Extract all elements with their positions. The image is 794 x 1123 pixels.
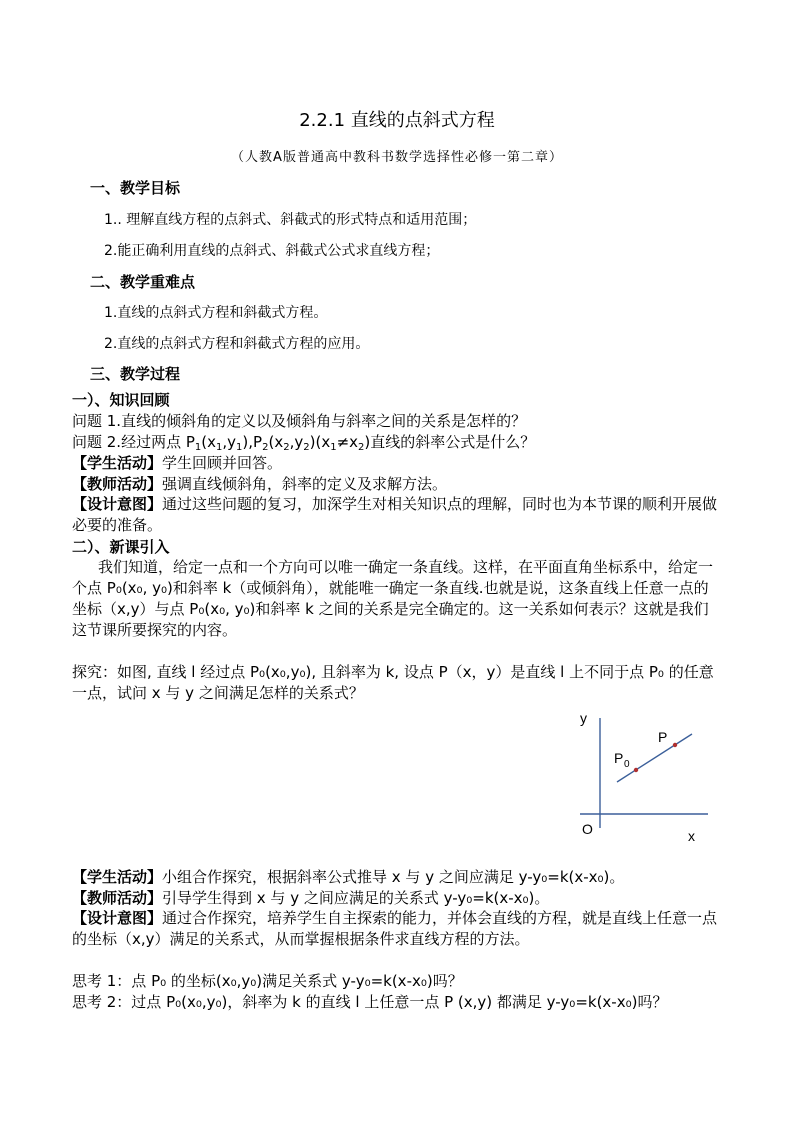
teacher-activity [72,473,447,494]
think-2: 思考 2：过点 P₀(x₀,y₀)，斜率为 k 的直线 l 上任意一点 P (x,y) 都满足 y-y₀=k(x-x₀)吗？ [72,993,668,1011]
explore-text: 探究：如图, 直线 l 经过点 P₀(x₀,y₀), 且斜率为 k, 设点 P（x，y）是直线 l 上不同于点 P₀ 的任意一点，试问 x 与 y 之间满足怎样的关系式？ [72,663,714,702]
point-p-label: P [658,729,668,745]
subsection-heading-intro: 二）、新课引入 [72,538,170,556]
teacher-activity-2-text: 引导学生得到 x 与 y 之间应满足的关系式 y-y₀=k(x-x₀)。 [162,889,550,907]
point-p0 [634,768,638,772]
page-subtitle: （人教A版普通高中教科书数学选择性必修一第二章） [231,150,563,165]
goal-item: 1.. 理解直线方程的点斜式、斜截式的形式特点和适用范围； [104,212,477,228]
section-heading-process: 三、教学过程 [90,365,181,383]
question-2-suffix: 直线的斜率公式是什么？ [370,433,536,451]
student-activity-label: 【学生活动】 [72,454,163,472]
design-intent-2-text: 通过合作探究，培养学生自主探索的能力，并体会直线的方程，就是直线上任意一点的坐标（x,y）满足的关系式，从而掌握根据条件求直线方程的方法。 [72,909,718,948]
line-l [617,734,692,782]
point-p [673,743,677,747]
design-intent-text: 通过这些问题的复习，加深学生对相关知识点的理解，同时也为本节课的顺利开展做必要的准备。 [72,495,718,534]
teacher-activity-label: 【教师活动】 [72,475,163,493]
subsection-heading-review: 一）、知识回顾 [72,391,170,409]
design-intent [72,494,722,536]
point-p0-subscript: 0 [624,759,630,770]
student-activity-text: 学生回顾并回答。 [162,454,283,472]
section-heading-keypoints: 二、教学重难点 [90,273,196,291]
design-intent-2 [72,908,722,950]
question-2-points: $P_1(x_1,y_1),P_2(x_2,y_2)(x_1\ne x_2)$ [185,433,371,453]
question-2 [72,431,535,452]
student-activity [72,452,282,473]
keypoint-item: 1.直线的点斜式方程和斜截式方程。 [104,305,328,321]
teacher-activity-2-label: 【教师活动】 [72,889,163,907]
teacher-activity-text: 强调直线倾斜角，斜率的定义及求解方法。 [162,475,448,493]
keypoint-item: 2.直线的点斜式方程和斜截式方程的应用。 [104,336,370,352]
student-activity-2-label: 【学生活动】 [72,868,163,886]
student-activity-2-text: 小组合作探究，根据斜率公式推导 x 与 y 之间应满足 y-y₀=k(x-x₀)。 [162,868,625,886]
y-axis-label: y [580,710,587,726]
section-heading-goals: 一、教学目标 [90,179,181,197]
design-intent-2-label: 【设计意图】 [72,909,163,927]
intro-paragraph: 我们知道，给定一点和一个方向可以唯一确定一条直线。这样，在平面直角坐标系中，给定一个点 P₀(x₀, y₀)和斜率 k（或倾斜角），就能唯一确定一条直线.也就是说，这条直线上任意一点的坐标（x,y）与点 P₀(x₀, y₀)和斜率 k 之间的关系是完全确定的。这一关系如何表示？这就是我们这节课所要探究的内容。 [72,558,714,639]
point-p0-label: P [614,750,624,766]
question-2-prefix: 问题 2.经过两点 [72,433,186,451]
origin-label: O [582,821,593,837]
teacher-activity-2 [72,887,549,908]
student-activity-2 [72,866,624,887]
question-1: 问题 1.直线的倾斜角的定义以及倾斜角与斜率之间的关系是怎样的？ [72,412,527,430]
goal-item: 2.能正确利用直线的点斜式、斜截式公式求直线方程； [104,243,440,259]
coordinate-figure [570,700,720,850]
design-intent-label: 【设计意图】 [72,495,163,513]
page-title: 2.2.1 直线的点斜式方程 [299,110,495,131]
think-1: 思考 1：点 P₀ 的坐标(x₀,y₀)满足关系式 y-y₀=k(x-x₀)吗？ [72,972,463,990]
x-axis-label: x [688,828,695,844]
